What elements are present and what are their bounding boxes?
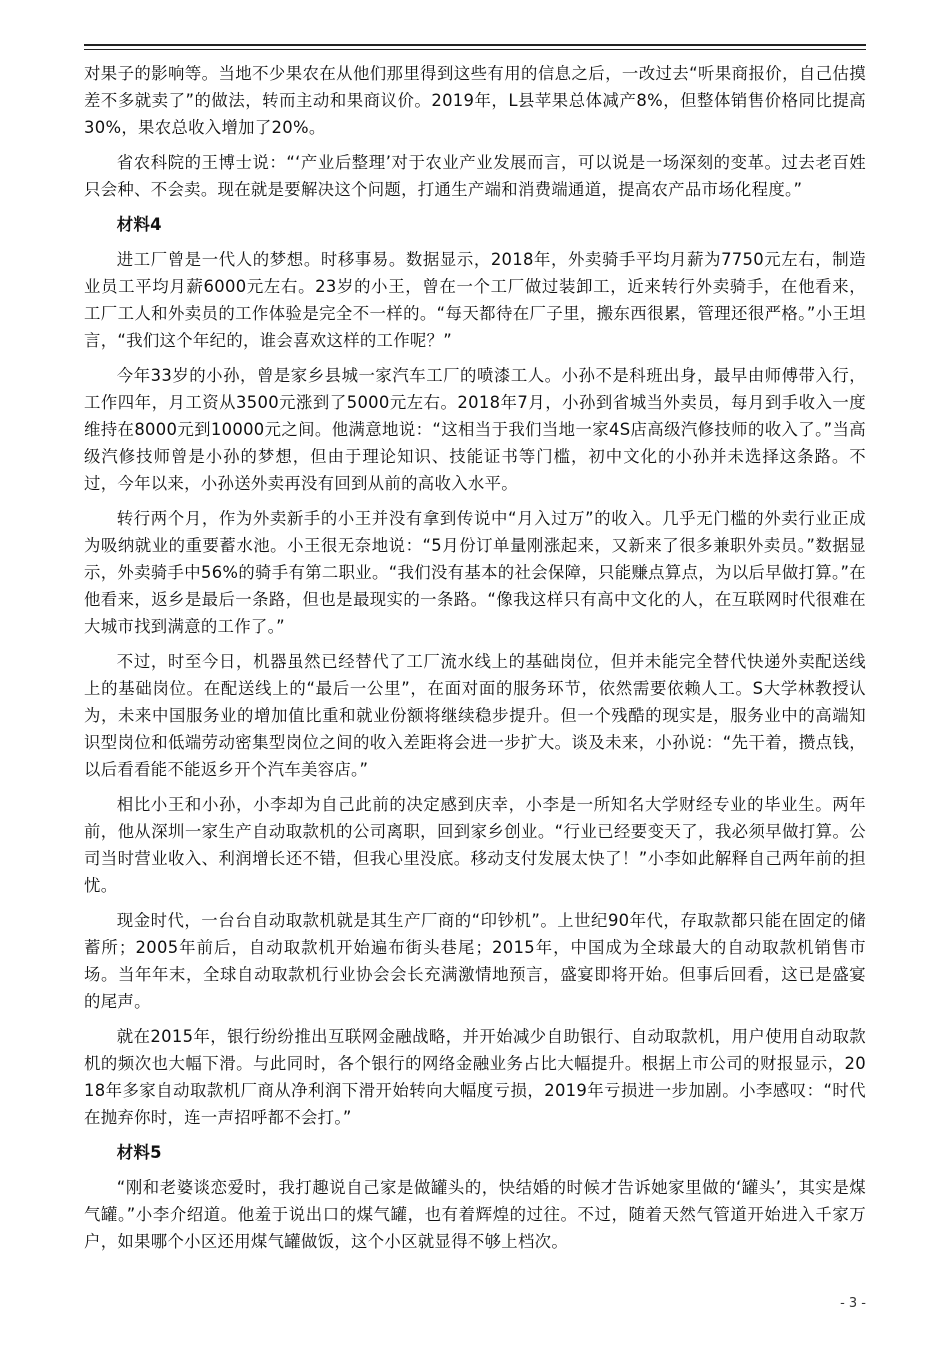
page-number: - 3 - — [840, 1296, 866, 1311]
paragraph: “刚和老婆谈恋爱时，我打趣说自己家是做罐头的，快结婚的时候才告诉她家里做的‘罐头’，其实是煤气罐。”小李介绍道。他羞于说出口的煤气罐，也有着辉煌的过往。不过，随着天然气管道开始进入千家万户，如果哪个小区还用煤气罐做饭，这个小区就显得不够上档次。 — [84, 1178, 866, 1251]
paragraph: 现金时代，一台台自动取款机就是其生产厂商的“印钞机”。上世纪90年代，存取款都只能在固定的储蓄所；2005年前后，自动取款机开始遍布街头巷尾；2015年，中国成为全球最大的自动取款机销售市场。当年年末，全球自动取款机行业协会会长充满激情地预言，盛宴即将开始。但事后回看，这已是盛宴的尾声。 — [84, 911, 866, 1011]
document-body — [84, 60, 866, 1263]
paragraph: 省农科院的王博士说：“‘产业后整理’对于农业产业发展而言，可以说是一场深刻的变革。过去老百姓只会种、不会卖。现在就是要解决这个问题，打通生产端和消费端通道，提高农产品市场化程度。” — [84, 153, 866, 199]
header-rule — [84, 44, 866, 50]
paragraph: 不过，时至今日，机器虽然已经替代了工厂流水线上的基础岗位，但并未能完全替代快递外卖配送线上的基础岗位。在配送线上的“最后一公里”，在面对面的服务环节，依然需要依赖人工。S大学林教授认为，未来中国服务业的增加值比重和就业份额将继续稳步提升。但一个残酷的现实是，服务业中的高端知识型岗位和低端劳动密集型岗位之间的收入差距将会进一步扩大。谈及未来，小孙说：“先干着，攒点钱，以后看看能不能返乡开个汽车美容店。” — [84, 652, 866, 779]
paragraph: 今年33岁的小孙，曾是家乡县城一家汽车工厂的喷漆工人。小孙不是科班出身，最早由师傅带入行，工作四年，月工资从3500元涨到了5000元左右。2018年7月，小孙到省城当外卖员，每月到手收入一度维持在8000元到10000元之间。他满意地说：“这相当于我们当地一家4S店高级汽修技师的收入了。”当高级汽修技师曾是小孙的梦想，但由于理论知识、技能证书等门槛，初中文化的小孙并未选择这条路。不过，今年以来，小孙送外卖再没有回到从前的高收入水平。 — [84, 366, 866, 493]
paragraph: 就在2015年，银行纷纷推出互联网金融战略，并开始减少自助银行、自动取款机，用户使用自动取款机的频次也大幅下滑。与此同时，各个银行的网络金融业务占比大幅提升。根据上市公司的财报显示，2018年多家自动取款机厂商从净利润下滑开始转向大幅度亏损，2019年亏损进一步加剧。小李感叹：“时代在抛弃你时，连一声招呼都不会打。” — [84, 1027, 866, 1127]
paragraph: 转行两个月，作为外卖新手的小王并没有拿到传说中“月入过万”的收入。几乎无门槛的外卖行业正成为吸纳就业的重要蓄水池。小王很无奈地说：“5月份订单量刚涨起来，又新来了很多兼职外卖员。”数据显示，外卖骑手中56%的骑手有第二职业。“我们没有基本的社会保障，只能赚点算点，为以后早做打算。”在他看来，返乡是最后一条路，但也是最现实的一条路。“像我这样只有高中文化的人，在互联网时代很难在大城市找到满意的工作了。” — [84, 509, 866, 636]
paragraph: 进工厂曾是一代人的梦想。时移事易。数据显示，2018年，外卖骑手平均月薪为7750元左右，制造业员工平均月薪6000元左右。23岁的小王，曾在一个工厂做过装卸工，近来转行外卖骑手，在他看来，工厂工人和外卖员的工作体验是完全不一样的。“每天都待在厂子里，搬东西很累，管理还很严格。”小王坦言，“我们这个年纪的，谁会喜欢这样的工作呢？” — [84, 250, 866, 350]
section-heading: 材料4 — [116, 215, 162, 234]
paragraph: 相比小王和小孙，小李却为自己此前的决定感到庆幸，小李是一所知名大学财经专业的毕业生。两年前，他从深圳一家生产自动取款机的公司离职，回到家乡创业。“行业已经要变天了，我必须早做打算。公司当时营业收入、利润增长还不错，但我心里没底。移动支付发展太快了！”小李如此解释自己两年前的担忧。 — [84, 795, 866, 895]
section-heading: 材料5 — [116, 1143, 162, 1162]
paragraph: 对果子的影响等。当地不少果农在从他们那里得到这些有用的信息之后，一改过去“听果商报价，自己估摸差不多就卖了”的做法，转而主动和果商议价。2019年，L县苹果总体减产8%，但整体销售价格同比提高30%，果农总收入增加了20%。 — [84, 64, 866, 137]
